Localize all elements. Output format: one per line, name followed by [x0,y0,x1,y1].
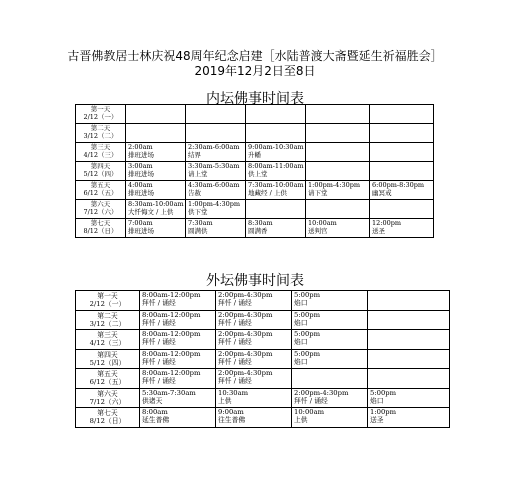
outer-event-cell [216,291,292,311]
date-range: 2019年12月2日至8日 [194,64,316,78]
event-name: 拜忏 / 诵经 [142,318,176,327]
event-time: 8:30am [248,219,273,227]
inner-event-cell [126,124,186,143]
event-name: 延生普佛 [142,416,170,424]
event-name: 拜忏 / 诵经 [218,318,252,327]
inner-event-cell [370,105,434,124]
date-label: 3/12（二） [89,319,126,328]
event-time: 4:00am [128,181,153,189]
day-label: 第六天 [97,389,118,398]
outer-event-cell [140,310,216,330]
date-label: 4/12（三） [89,339,126,348]
inner-event-cell [246,162,306,181]
inner-schedule-table [75,104,434,238]
event-name: 拜忏 / 诵经 [142,338,176,346]
inner-event-cell [306,181,370,200]
event-name: 送圣 [370,416,384,424]
event-time: 8:00am-11:00am [248,162,304,170]
inner-event-cell [126,181,186,200]
event-name: 圆满香 [248,227,268,235]
event-time: 5:00pm [294,310,321,319]
date-label: 5/12（四） [83,170,118,178]
outer-row [76,330,450,350]
event-time: 2:00pm-4:30pm [218,369,273,377]
date-label: 6/12（五） [89,378,126,387]
event-name: 结界 [188,151,201,159]
inner-event-cell [186,219,246,238]
event-time: 12:00pm [372,219,402,227]
outer-event-cell [216,330,292,350]
event-name: 上供 [218,396,232,405]
day-label: 第一天 [97,292,118,301]
inner-row [76,105,434,124]
date-label: 4/12（三） [83,151,118,159]
event-time: 5:00pm [294,330,321,338]
outer-row [76,388,450,408]
event-name: 请下堂 [308,189,328,197]
document-title: 古晋佛教居士林庆祝48周年纪念启建［水陆普渡大斋暨延生祈福胜会］ [67,49,443,63]
outer-event-cell [292,388,368,408]
inner-row [76,162,434,181]
inner-day-cell [76,162,126,181]
event-time: 8:00am-12:00pm [142,291,201,299]
outer-event-cell [140,369,216,389]
inner-day-cell [76,219,126,238]
event-time: 9:00am [218,408,244,416]
event-time: 5:00pm [294,349,321,358]
outer-event-cell [368,330,450,350]
inner-event-cell [186,124,246,143]
inner-event-cell [306,200,370,219]
day-label: 第五天 [90,181,111,189]
event-time: 1:00pm [370,408,397,416]
inner-event-cell [370,219,434,238]
date-label: 8/12（日） [89,417,126,426]
inner-event-cell [370,143,434,162]
day-label: 第二天 [90,124,111,132]
inner-row [76,124,434,143]
event-name: 地藏经 / 上供 [248,189,287,197]
event-name: 告赦 [188,189,201,197]
event-time: 7:30am [188,219,213,227]
event-time: 3:30am-5:30am [188,162,240,170]
outer-event-cell [292,310,368,330]
inner-event-cell [246,219,306,238]
inner-event-cell [370,200,434,219]
outer-event-cell [140,349,216,369]
outer-day-cell [76,408,140,428]
day-label: 第四天 [90,162,111,170]
event-name: 排班进场 [128,151,154,159]
event-time: 4:30am-6:00am [188,181,240,189]
event-time: 2:00pm-4:30pm [218,330,273,338]
inner-event-cell [370,124,434,143]
event-name: 焰口 [370,396,384,405]
inner-event-cell [306,162,370,181]
inner-day-cell [76,124,126,143]
event-name: 排班进场 [128,227,154,235]
event-name: 请上堂 [188,170,208,178]
event-name: 拜忏 / 诵经 [218,299,252,307]
inner-event-cell [126,143,186,162]
outer-event-cell [368,310,450,330]
inner-event-cell [186,143,246,162]
outer-row [76,291,450,311]
inner-day-cell [76,200,126,219]
event-name: 排班进场 [128,170,154,178]
date-label: 2/12（一） [83,113,118,121]
day-label: 第六天 [90,200,111,208]
inner-row [76,143,434,162]
inner-event-cell [306,105,370,124]
event-time: 1:00pm-4:30pm [308,181,361,189]
date-label: 5/12（四） [89,358,126,367]
event-time: 8:00am-12:00pm [142,310,201,319]
event-name: 拜忏 / 诵经 [142,299,176,307]
event-time: 6:00pm-8:30pm [372,181,425,189]
event-name: 送判官 [308,227,328,235]
inner-day-cell [76,143,126,162]
event-time: 10:00am [308,219,337,227]
event-name: 送圣 [372,227,385,235]
outer-event-cell [368,408,450,428]
event-time: 1:00pm-4:30pm [188,200,241,208]
inner-event-cell [370,181,434,200]
inner-event-cell [126,200,186,219]
day-label: 第七天 [90,219,111,227]
day-label: 第五天 [97,370,118,379]
event-name: 拜忏 / 诵经 [142,377,176,385]
date-label: 7/12（六） [83,208,118,216]
outer-row [76,408,450,428]
outer-event-cell [140,408,216,428]
inner-event-cell [126,105,186,124]
outer-schedule-table [75,290,450,428]
event-name: 供下堂 [188,208,208,216]
outer-event-cell [292,291,368,311]
event-name: 拜忏 / 诵经 [218,377,252,385]
event-time: 8:00am [142,408,168,416]
outer-event-cell [292,330,368,350]
inner-row [76,200,434,219]
outer-day-cell [76,330,140,350]
event-name: 往生普佛 [218,416,246,424]
inner-event-cell [186,181,246,200]
inner-event-cell [246,200,306,219]
event-name: 焰口 [294,357,308,366]
outer-event-cell [368,369,450,389]
event-name: 大忏悔文 / 上供 [128,208,174,216]
event-name: 焰口 [294,338,308,346]
outer-event-cell [216,349,292,369]
outer-event-cell [216,369,292,389]
event-name: 拜忏 / 诵经 [218,338,252,346]
outer-event-cell [216,388,292,408]
event-name: 幽冥戒 [372,189,392,197]
outer-day-cell [76,291,140,311]
inner-schedule-heading: 内坛佛事时间表 [206,91,304,107]
outer-event-cell [292,408,368,428]
date-label: 6/12（五） [83,189,118,197]
outer-day-cell [76,349,140,369]
date-label: 8/12（日） [83,227,118,235]
outer-event-cell [368,388,450,408]
event-time: 5:00pm [370,388,397,397]
outer-event-cell [140,291,216,311]
event-name: 上供 [294,416,308,424]
outer-day-cell [76,369,140,389]
day-label: 第七天 [97,409,118,418]
inner-event-cell [306,143,370,162]
inner-event-cell [126,219,186,238]
event-time: 5:30am-7:30am [142,388,196,397]
event-name: 拜忏 / 诵经 [218,357,252,366]
event-name: 圆满供 [188,227,208,235]
event-time: 2:00pm-4:30pm [218,349,273,358]
event-time: 7:30am-10:00am [248,181,304,189]
inner-day-cell [76,105,126,124]
event-time: 10:30am [218,388,249,397]
outer-event-cell [140,388,216,408]
outer-event-cell [216,310,292,330]
inner-day-cell [76,181,126,200]
outer-row [76,310,450,330]
outer-event-cell [140,330,216,350]
day-label: 第三天 [90,143,111,151]
outer-row [76,369,450,389]
inner-row [76,181,434,200]
outer-event-cell [292,349,368,369]
event-name: 升幡 [248,151,261,159]
event-time: 2:00pm-4:30pm [294,388,349,397]
event-time: 9:00am-10:30am [248,143,304,151]
inner-event-cell [186,200,246,219]
inner-event-cell [246,105,306,124]
outer-event-cell [216,408,292,428]
outer-row [76,349,450,369]
event-time: 7:00am [128,219,153,227]
inner-event-cell [246,181,306,200]
date-label: 7/12（六） [89,397,126,406]
event-time: 8:30am-10:00am [128,200,184,208]
date-label: 2/12（一） [89,300,126,309]
event-time: 5:00pm [294,291,321,299]
inner-event-cell [246,124,306,143]
event-name: 焰口 [294,318,308,327]
event-time: 3:00am [128,162,153,170]
inner-event-cell [186,105,246,124]
inner-row [76,219,434,238]
event-name: 供上堂 [248,170,268,178]
outer-event-cell [292,369,368,389]
event-name: 排班进场 [128,189,154,197]
inner-event-cell [246,143,306,162]
event-time: 2:00pm-4:30pm [218,291,273,299]
event-time: 8:00am-12:00pm [142,369,201,377]
day-label: 第二天 [97,311,118,320]
day-label: 第一天 [90,105,111,113]
day-label: 第四天 [97,350,118,359]
event-time: 2:00am [128,143,153,151]
event-time: 2:30am-6:00am [188,143,240,151]
outer-schedule-heading: 外坛佛事时间表 [206,273,304,289]
inner-event-cell [370,162,434,181]
event-time: 2:00pm-4:30pm [218,310,273,319]
inner-event-cell [186,162,246,181]
event-time: 10:00am [294,408,325,416]
event-name: 拜忏 / 诵经 [294,396,328,405]
date-label: 3/12（二） [83,132,118,140]
outer-day-cell [76,310,140,330]
outer-day-cell [76,388,140,408]
inner-event-cell [306,219,370,238]
outer-event-cell [368,291,450,311]
outer-event-cell [368,349,450,369]
event-time: 8:00am-12:00pm [142,349,201,358]
event-name: 拜忏 / 诵经 [142,357,176,366]
inner-event-cell [126,162,186,181]
event-time: 8:00am-12:00pm [142,330,201,338]
event-name: 焰口 [294,299,308,307]
inner-event-cell [306,124,370,143]
event-name: 供诸天 [142,396,163,405]
day-label: 第三天 [97,331,118,340]
